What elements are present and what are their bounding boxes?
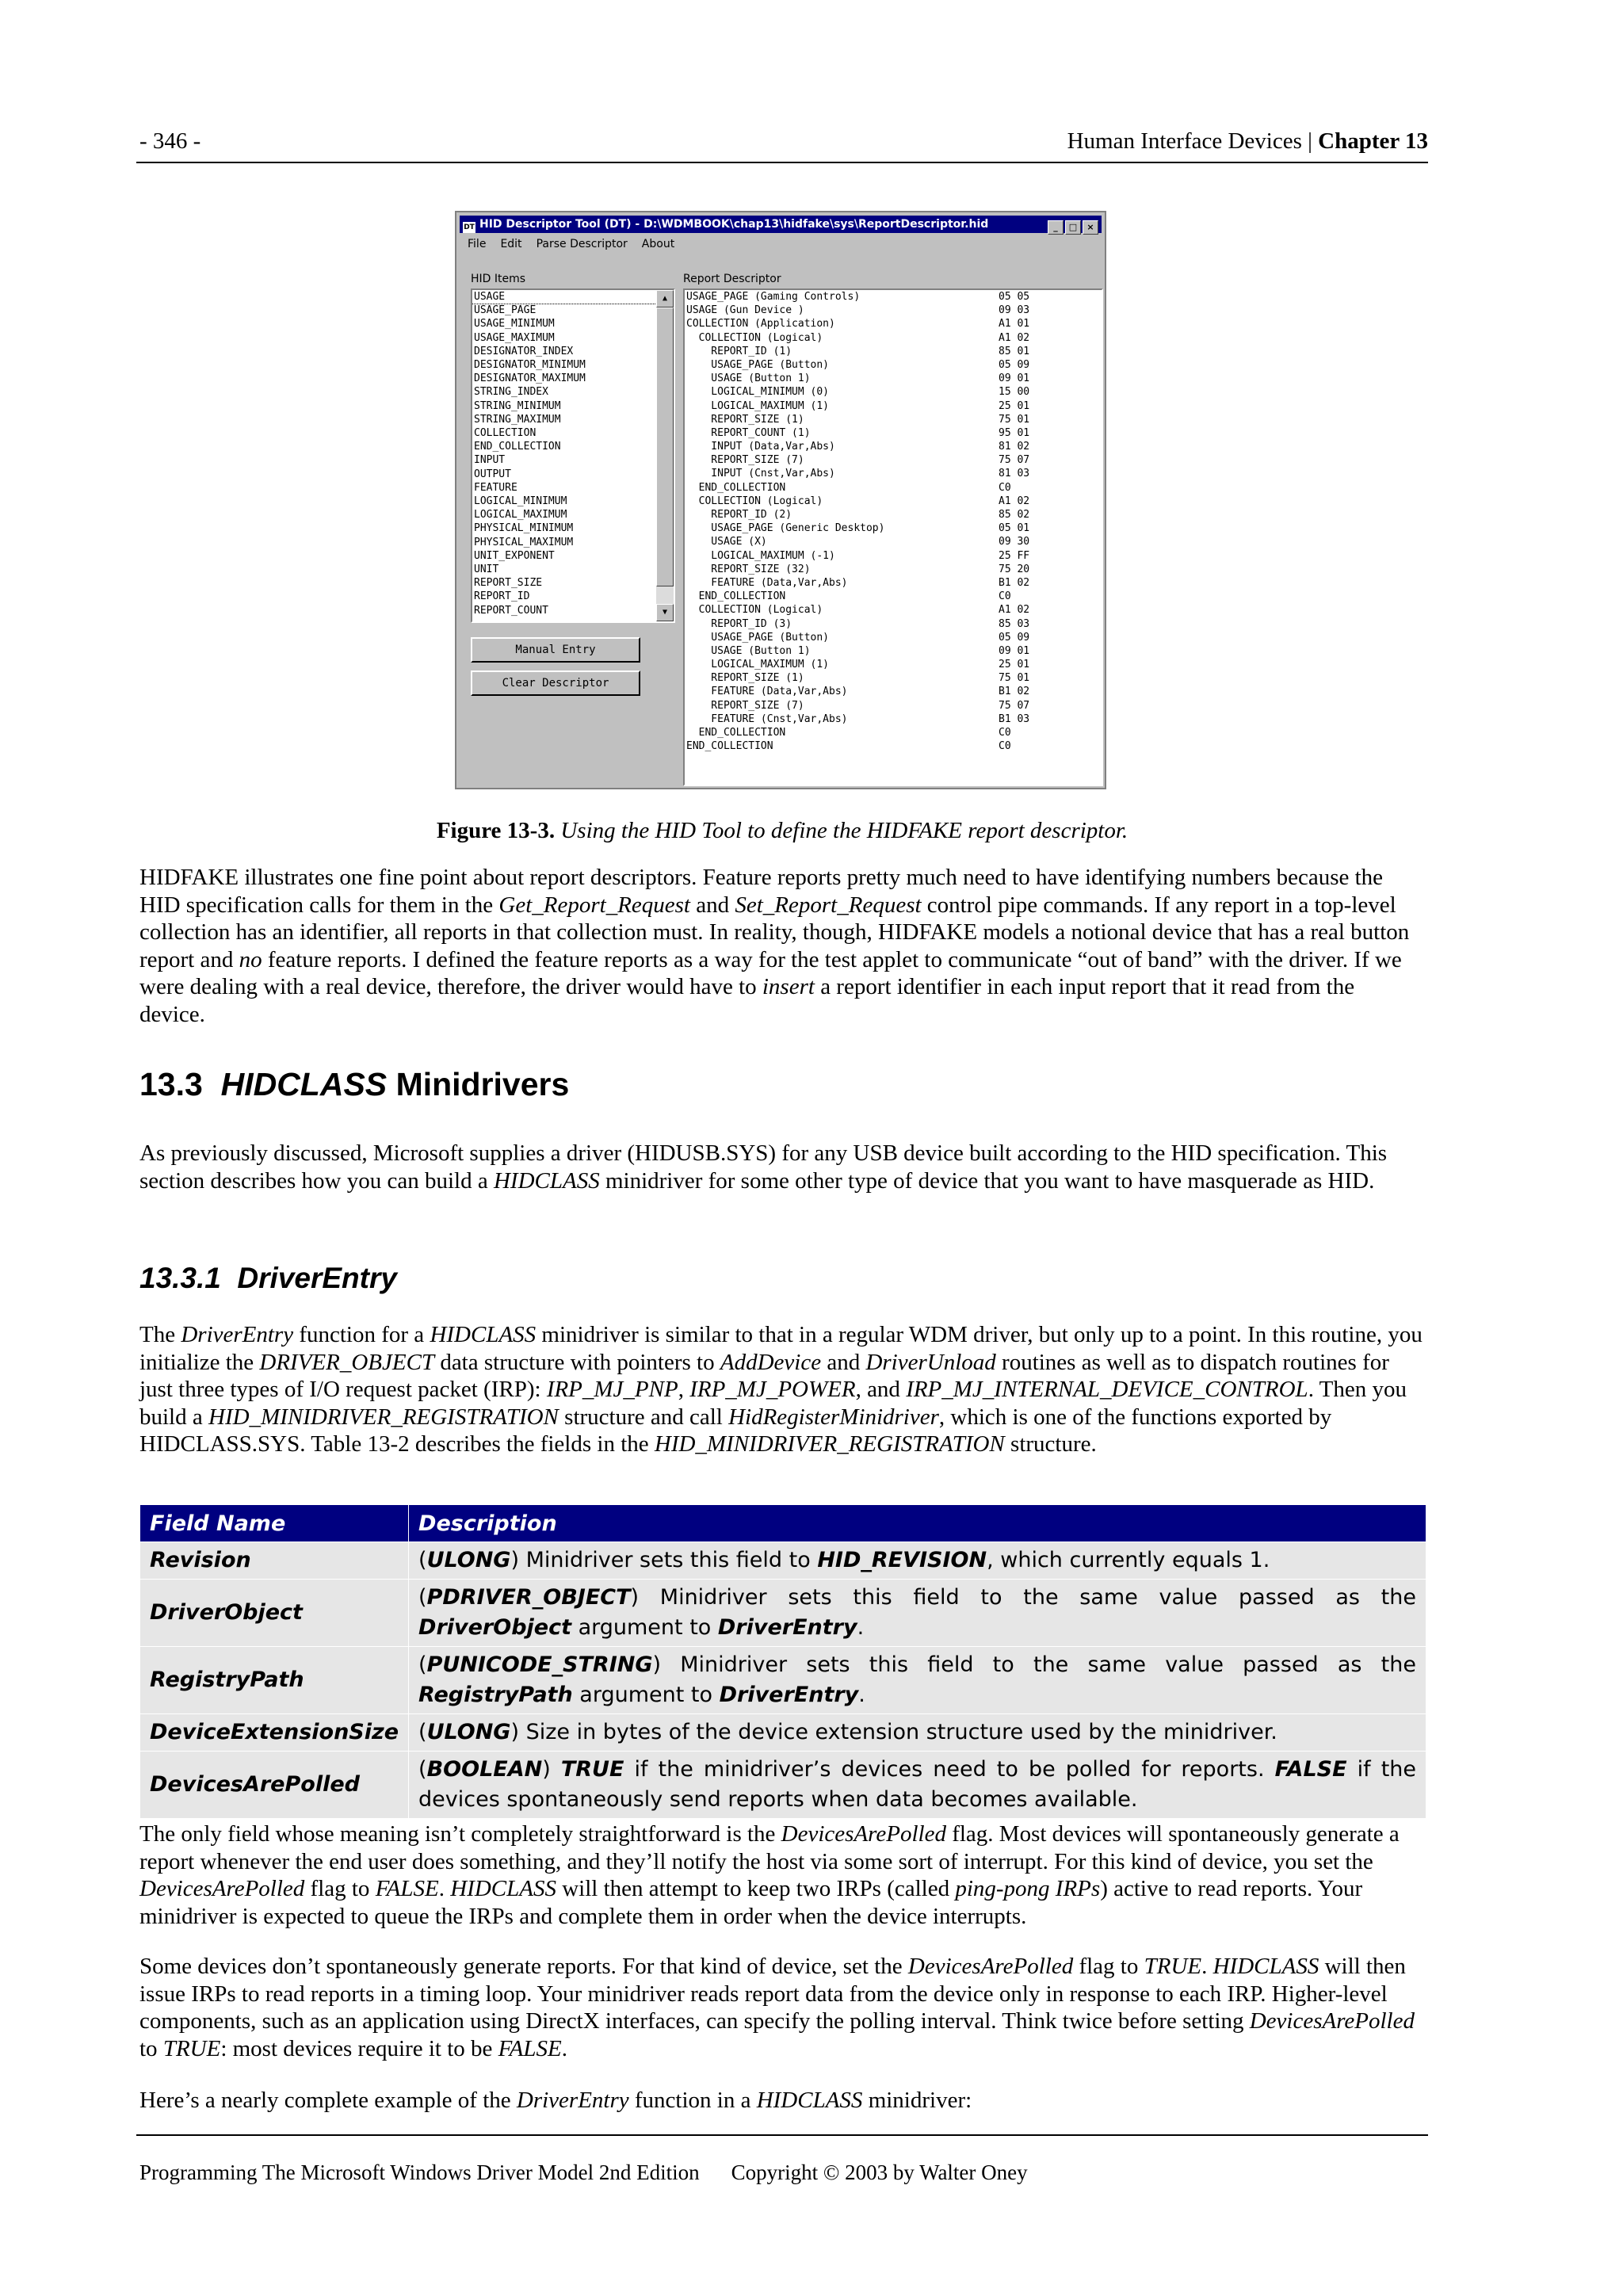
descriptor-row (685, 535, 1102, 548)
menu-bar (468, 238, 689, 250)
descriptor-row (685, 413, 1102, 426)
page-footer (139, 2160, 1028, 2185)
descriptor-item: USAGE (Gun Device ) (686, 304, 804, 317)
hid-item: INPUT (474, 454, 506, 467)
descriptor-item: END_COLLECTION (686, 740, 773, 753)
descriptor-item: REPORT_COUNT (1) (686, 426, 811, 439)
descriptor-bytes: A1 01 (999, 318, 1030, 330)
footer-book: Programming The Microsoft Windows Driver Model 2nd Edition (139, 2160, 700, 2184)
descriptor-item: USAGE_PAGE (Gaming Controls) (686, 291, 861, 303)
report-descriptor-list (683, 288, 1103, 786)
table-row (140, 1647, 1426, 1714)
hid-items-scrollbar (656, 290, 674, 621)
descriptor-item: REPORT_ID (1) (686, 345, 792, 357)
descriptor-bytes: 95 01 (999, 426, 1030, 439)
hid-item: LOGICAL_MINIMUM (474, 495, 567, 508)
maximize-icon: □ (1065, 220, 1081, 235)
descriptor-row (685, 644, 1102, 658)
hid-item: REPORT_COUNT (474, 604, 548, 617)
hid-item: STRING_MAXIMUM (474, 413, 561, 426)
hid-item: PHYSICAL_MAXIMUM (474, 536, 574, 548)
descriptor-bytes: A1 02 (999, 604, 1030, 617)
report-descriptor-rows (685, 290, 1102, 753)
descriptor-item: USAGE_PAGE (Generic Desktop) (686, 522, 885, 535)
paragraph: Some devices don’t spontaneously generate reports. For that kind of device, set the DevicesArePolled flag to TRUE. HIDCLASS will then issue IRPs to read reports in a timing loop. Your minidriver reads report data from the device only in response to each IRP. Higher-level components, such as an application using DirectX interfaces, can specify the polling interval. Think twice before setting DevicesArePolled to TRUE: most devices require it to be FALSE. (139, 1954, 1415, 2061)
descriptor-item: REPORT_SIZE (1) (686, 413, 804, 426)
descriptor-row (685, 617, 1102, 631)
descriptor-bytes: 15 00 (999, 386, 1030, 399)
descriptor-item: REPORT_SIZE (32) (686, 563, 811, 575)
descriptor-row (685, 385, 1102, 399)
paragraph: As previously discussed, Microsoft supplies a driver (HIDUSB.SYS) for any USB device built according to the HID specification. This section describes how you can build a HIDCLASS minidriver for some other type of device that you want to have masquerade as HID. (139, 1140, 1388, 1194)
descriptor-item: LOGICAL_MINIMUM (0) (686, 386, 830, 399)
hid-item: REPORT_ID (474, 590, 530, 603)
hid-items-list (471, 288, 675, 623)
descriptor-bytes: 09 03 (999, 304, 1030, 317)
section-heading: 13.3 HIDCLASS Minidrivers (139, 1066, 570, 1102)
hid-item: UNIT_EXPONENT (474, 549, 555, 562)
footer-copyright: Copyright © 2003 by Walter Oney (731, 2160, 1028, 2184)
descriptor-bytes: 75 07 (999, 454, 1030, 467)
descriptor-item: USAGE (Button 1) (686, 372, 811, 385)
descriptor-row (685, 372, 1102, 385)
descriptor-item: USAGE_PAGE (Button) (686, 631, 830, 644)
descriptor-row (685, 481, 1102, 495)
descriptor-row (685, 726, 1102, 739)
descriptor-row (685, 290, 1102, 304)
manual-entry-button: Manual Entry (471, 637, 640, 663)
field-name-cell: RegistryPath (140, 1647, 409, 1714)
descriptor-row (685, 631, 1102, 644)
descriptor-item: COLLECTION (Logical) (686, 604, 823, 617)
descriptor-row (685, 317, 1102, 330)
field-description-cell: (PUNICODE_STRING) Minidriver sets this field to the same value passed as the RegistryPath argument to DriverEntry. (409, 1647, 1426, 1714)
descriptor-row (685, 576, 1102, 590)
descriptor-bytes: 05 05 (999, 291, 1030, 303)
hid-item: OUTPUT (474, 468, 511, 480)
descriptor-row (685, 685, 1102, 698)
descriptor-bytes: 05 09 (999, 631, 1030, 644)
fields-table (139, 1504, 1426, 1819)
table-header-description: Description (409, 1505, 1426, 1542)
hid-items-label: HID Items (471, 273, 526, 285)
descriptor-row (685, 426, 1102, 440)
field-description-cell: (ULONG) Minidriver sets this field to HID_REVISION, which currently equals 1. (409, 1542, 1426, 1580)
descriptor-item: LOGICAL_MAXIMUM (1) (686, 659, 830, 671)
descriptor-row (685, 563, 1102, 576)
descriptor-item: REPORT_SIZE (7) (686, 699, 804, 712)
table-row (140, 1580, 1426, 1647)
descriptor-bytes: C0 (999, 481, 1011, 494)
descriptor-bytes: A1 02 (999, 495, 1030, 507)
descriptor-bytes: 25 01 (999, 399, 1030, 412)
minimize-icon: _ (1048, 220, 1064, 235)
field-description-cell: (BOOLEAN) TRUE if the minidriver’s devices need to be polled for reports. FALSE if the devices spontaneously send reports when data becomes available. (409, 1752, 1426, 1819)
scroll-thumb (656, 308, 674, 586)
descriptor-item: USAGE_PAGE (Button) (686, 358, 830, 371)
descriptor-bytes: 81 03 (999, 468, 1030, 480)
descriptor-bytes: B1 03 (999, 712, 1030, 725)
descriptor-bytes: C0 (999, 727, 1011, 739)
descriptor-row (685, 508, 1102, 521)
descriptor-item: FEATURE (Data,Var,Abs) (686, 686, 848, 698)
paragraph: The DriverEntry function for a HIDCLASS minidriver is similar to that in a regular WDM driver, but only up to a point. In this routine, you initialize the DRIVER_OBJECT data structure with pointers to AddDevice and DriverUnload routines as well as to dispatch routines for just three types of I/O request packet (IRP): IRP_MJ_PNP, IRP_MJ_POWER, and IRP_MJ_INTERNAL_DEVICE_CONTROL. Then you build a HID_MINIDRIVER_REGISTRATION structure and call HidRegisterMinidriver, which is one of the functions exported by HIDCLASS.SYS. Table 13-2 describes the fields in the HID_MINIDRIVER_REGISTRATION structure. (139, 1322, 1423, 1457)
descriptor-item: LOGICAL_MAXIMUM (1) (686, 399, 830, 412)
descriptor-row (685, 549, 1102, 563)
descriptor-item: COLLECTION (Application) (686, 318, 835, 330)
descriptor-bytes: 75 20 (999, 563, 1030, 575)
descriptor-bytes: 85 01 (999, 345, 1030, 357)
descriptor-bytes: 85 02 (999, 509, 1030, 521)
descriptor-item: INPUT (Cnst,Var,Abs) (686, 468, 835, 480)
descriptor-bytes: 09 30 (999, 536, 1030, 548)
scroll-up-icon: ▲ (656, 290, 674, 308)
descriptor-item: END_COLLECTION (686, 727, 786, 739)
descriptor-item: FEATURE (Cnst,Var,Abs) (686, 712, 848, 725)
menu-file: File (468, 238, 487, 250)
descriptor-bytes: 05 09 (999, 358, 1030, 371)
descriptor-row (685, 399, 1102, 413)
descriptor-row (685, 467, 1102, 480)
table-row (140, 1752, 1426, 1819)
descriptor-item: REPORT_ID (2) (686, 509, 792, 521)
table-row (140, 1542, 1426, 1580)
descriptor-row (685, 345, 1102, 358)
hid-item: LOGICAL_MAXIMUM (474, 509, 567, 521)
app-icon: DT (464, 223, 475, 231)
header-rule (136, 162, 1428, 163)
hid-item: DESIGNATOR_MINIMUM (474, 359, 586, 372)
descriptor-row (685, 603, 1102, 617)
descriptor-bytes: 05 01 (999, 522, 1030, 535)
subsection-heading: 13.3.1 DriverEntry (139, 1262, 397, 1294)
footer-rule (136, 2134, 1428, 2136)
menu-about: About (641, 238, 675, 250)
descriptor-row (685, 521, 1102, 535)
descriptor-row (685, 590, 1102, 603)
descriptor-item: USAGE (Button 1) (686, 644, 811, 657)
descriptor-bytes: 75 07 (999, 699, 1030, 712)
descriptor-row (685, 331, 1102, 345)
hid-item: USAGE_MAXIMUM (474, 331, 555, 344)
field-name-cell: DevicesArePolled (140, 1752, 409, 1819)
hid-item: USAGE_MINIMUM (474, 318, 555, 330)
figure-caption (136, 818, 1428, 844)
descriptor-row (685, 440, 1102, 453)
descriptor-row (685, 358, 1102, 372)
descriptor-bytes: C0 (999, 740, 1011, 753)
hid-items-rows (472, 290, 674, 617)
hid-item: USAGE (472, 290, 674, 304)
descriptor-bytes: 25 FF (999, 549, 1030, 562)
hid-item: FEATURE (474, 481, 517, 494)
report-descriptor-label: Report Descriptor (683, 273, 781, 285)
window-titlebar (460, 216, 1102, 233)
hid-item: COLLECTION (474, 427, 537, 440)
descriptor-row (685, 699, 1102, 712)
header-section (1067, 128, 1428, 155)
hid-item: STRING_MINIMUM (474, 399, 561, 412)
window-title: HID Descriptor Tool (DT) - D:\WDMBOOK\chap13\hidfake\sys\ReportDescriptor.hid (479, 218, 989, 231)
descriptor-bytes: 85 03 (999, 617, 1030, 630)
field-name-cell: DriverObject (140, 1580, 409, 1647)
paragraph: The only field whose meaning isn’t completely straightforward is the DevicesArePolled flag. Most devices will spontaneously generate a report whenever the end user does something, and they’ll notify the host via some sort of interrupt. For this kind of device, you set the DevicesArePolled flag to FALSE. HIDCLASS will then attempt to keep two IRPs (called ping-pong IRPs) active to read reports. Your minidriver is expected to queue the IRPs and complete them in order when the device interrupts. (139, 1821, 1400, 1929)
menu-edit: Edit (500, 238, 522, 250)
header-chapter: Chapter 13 (1318, 128, 1428, 154)
descriptor-bytes: 81 02 (999, 441, 1030, 453)
descriptor-row (685, 739, 1102, 753)
page-number: - 346 - (139, 128, 201, 154)
descriptor-bytes: 09 01 (999, 644, 1030, 657)
paragraph: Here’s a nearly complete example of the DriverEntry function in a HIDCLASS minidriver: (139, 2088, 972, 2113)
figure-label: Figure 13-3. (436, 818, 556, 843)
descriptor-row (685, 671, 1102, 685)
window-buttons (1046, 218, 1098, 235)
clear-descriptor-button: Clear Descriptor (471, 670, 640, 696)
scroll-down-icon: ▼ (656, 604, 674, 621)
hid-item: STRING_INDEX (474, 386, 548, 399)
paragraph: HIDFAKE illustrates one fine point about report descriptors. Feature reports pretty much need to have identifying numbers because the HID specification calls for them in the Get_Report_Request and Set_Report_Request control pipe commands. If any report in a top-level collection has an identifier, all reports in that collection must. In reality, though, HIDFAKE models a notional device that has a real button report and no feature reports. I defined the feature reports as a way for the test applet to communicate “out of band” with the driver. If we were dealing with a real device, therefore, the driver would have to insert a report identifier in each input report that it read from the device. (139, 865, 1410, 1027)
table-header-field-name: Field Name (140, 1505, 409, 1542)
field-description-cell: (PDRIVER_OBJECT) Minidriver sets this field to the same value passed as the DriverObject argument to DriverEntry. (409, 1580, 1426, 1647)
field-description-cell: (ULONG) Size in bytes of the device extension structure used by the minidriver. (409, 1714, 1426, 1752)
descriptor-item: COLLECTION (Logical) (686, 331, 823, 344)
hid-item: END_COLLECTION (474, 441, 561, 453)
hid-item: DESIGNATOR_MAXIMUM (474, 372, 586, 385)
descriptor-item: INPUT (Data,Var,Abs) (686, 441, 835, 453)
hid-item: REPORT_SIZE (474, 577, 543, 590)
descriptor-item: REPORT_SIZE (7) (686, 454, 804, 467)
descriptor-row (685, 712, 1102, 726)
descriptor-item: FEATURE (Data,Var,Abs) (686, 576, 848, 589)
descriptor-bytes: A1 02 (999, 331, 1030, 344)
field-name-cell: DeviceExtensionSize (140, 1714, 409, 1752)
menu-parse-descriptor: Parse Descriptor (536, 238, 628, 250)
header-section-text: Human Interface Devices | (1067, 128, 1319, 154)
descriptor-item: REPORT_SIZE (1) (686, 672, 804, 685)
hid-tool-screenshot (455, 211, 1106, 789)
hid-item: UNIT (474, 563, 499, 576)
descriptor-row (685, 495, 1102, 508)
descriptor-row (685, 304, 1102, 317)
hid-item: DESIGNATOR_INDEX (474, 345, 574, 357)
table-header-row (140, 1505, 1426, 1542)
hid-item: PHYSICAL_MINIMUM (474, 522, 574, 535)
table-row (140, 1714, 1426, 1752)
hid-item: USAGE_PAGE (474, 304, 537, 317)
descriptor-bytes: B1 02 (999, 686, 1030, 698)
descriptor-bytes: C0 (999, 590, 1011, 603)
descriptor-bytes: 09 01 (999, 372, 1030, 385)
descriptor-bytes: 75 01 (999, 672, 1030, 685)
descriptor-item: USAGE (X) (686, 536, 767, 548)
descriptor-bytes: 25 01 (999, 659, 1030, 671)
close-icon: × (1083, 220, 1098, 235)
descriptor-item: END_COLLECTION (686, 481, 786, 494)
descriptor-item: LOGICAL_MAXIMUM (-1) (686, 549, 835, 562)
descriptor-bytes: 75 01 (999, 413, 1030, 426)
descriptor-item: REPORT_ID (3) (686, 617, 792, 630)
descriptor-row (685, 658, 1102, 671)
descriptor-item: COLLECTION (Logical) (686, 495, 823, 507)
figure-text: Using the HID Tool to define the HIDFAKE report descriptor. (555, 818, 1128, 843)
descriptor-row (685, 453, 1102, 467)
field-name-cell: Revision (140, 1542, 409, 1580)
descriptor-bytes: B1 02 (999, 576, 1030, 589)
table-body (140, 1542, 1426, 1819)
descriptor-item: END_COLLECTION (686, 590, 786, 603)
